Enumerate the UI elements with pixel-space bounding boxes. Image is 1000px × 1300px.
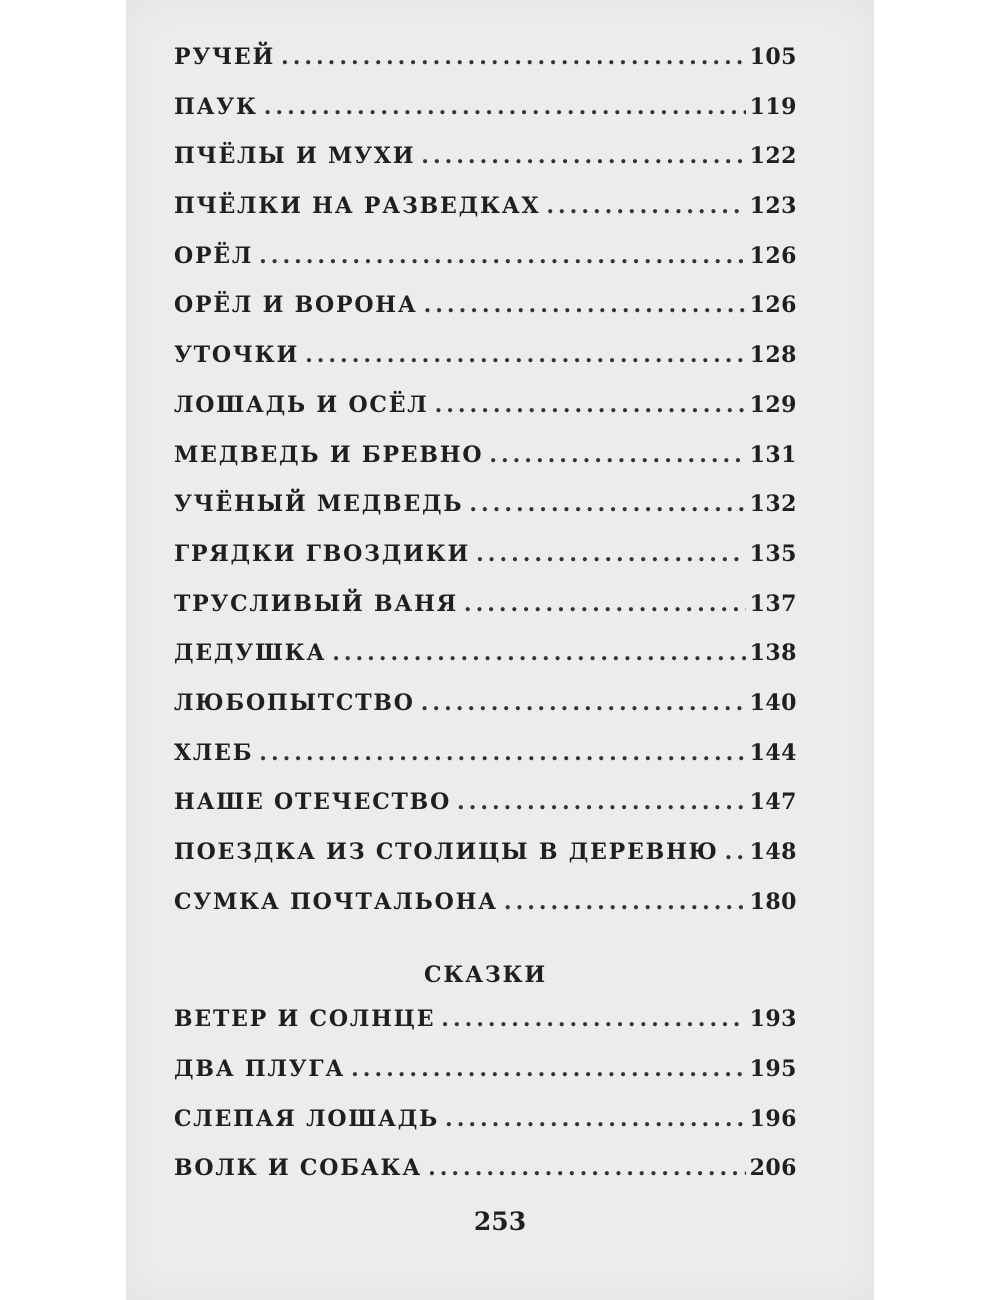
dot-leader <box>259 243 745 269</box>
dot-leader <box>259 740 745 766</box>
dot-leader <box>332 640 745 666</box>
dot-leader <box>305 342 745 368</box>
dot-leader <box>264 94 746 120</box>
toc-entry-page: 140 <box>749 689 797 716</box>
dot-leader <box>476 541 745 567</box>
toc-entry-title: ВОЛК И СОБАКА <box>174 1155 423 1182</box>
toc-entry <box>174 839 797 889</box>
dot-leader <box>725 839 746 865</box>
toc-entry <box>174 44 797 94</box>
dot-leader <box>464 591 746 617</box>
toc-entry-title: ЛЮБОПЫТСТВО <box>174 689 415 716</box>
toc-entry <box>174 1056 797 1106</box>
toc-entry-title: ТРУСЛИВЫЙ ВАНЯ <box>174 590 458 617</box>
page-number: 253 <box>473 1207 527 1236</box>
toc-entry-title: УТОЧКИ <box>174 342 300 369</box>
toc-entry-page: 132 <box>749 491 797 518</box>
toc-entry <box>174 442 797 492</box>
toc-entry-title: ДВА ПЛУГА <box>174 1056 346 1083</box>
toc-entry-page: 135 <box>749 540 797 567</box>
toc-entry <box>174 640 797 690</box>
toc-entry-page: 206 <box>749 1155 797 1182</box>
toc-entry-page: 180 <box>749 888 797 915</box>
section-heading: СКАЗКИ <box>424 962 547 989</box>
toc-entry-title: ПЧЁЛКИ НА РАЗВЕДКАХ <box>174 193 541 220</box>
dot-leader <box>424 292 746 318</box>
dot-leader <box>441 1006 745 1032</box>
toc-entry-title: СЛЕПАЯ ЛОШАДЬ <box>174 1105 440 1132</box>
table-of-contents <box>174 44 797 1205</box>
toc-entry <box>174 591 797 641</box>
toc-entry <box>174 193 797 243</box>
toc-entry-title: РУЧЕЙ <box>174 44 276 70</box>
dot-leader <box>489 442 745 468</box>
toc-entry <box>174 491 797 541</box>
toc-entry-title: ПЧЁЛЫ И МУХИ <box>174 143 416 170</box>
toc-entry-page: 119 <box>749 93 797 120</box>
dot-leader <box>546 193 745 219</box>
toc-entry-title: ГРЯДКИ ГВОЗДИКИ <box>174 540 471 567</box>
toc-entry <box>174 1155 797 1205</box>
toc-entry <box>174 392 797 442</box>
dot-leader <box>457 789 746 815</box>
toc-entry <box>174 1106 797 1156</box>
toc-entry <box>174 541 797 591</box>
dot-leader <box>469 491 745 517</box>
toc-entry-page: 144 <box>749 739 797 766</box>
toc-entry <box>174 889 797 939</box>
toc-entry <box>174 94 797 144</box>
toc-entry-page: 138 <box>749 640 797 667</box>
toc-entry <box>174 342 797 392</box>
toc-entry <box>174 1006 797 1056</box>
toc-entry-title: ХЛЕБ <box>174 739 254 766</box>
toc-entry <box>174 143 797 193</box>
toc-entry-page: 122 <box>749 143 797 170</box>
toc-entry-title: СУМКА ПОЧТАЛЬОНА <box>174 888 498 915</box>
toc-entry-page: 126 <box>749 292 797 319</box>
dot-leader <box>281 44 746 70</box>
toc-entry-page: 137 <box>749 590 797 617</box>
toc-entry-page: 193 <box>749 1006 797 1033</box>
dot-leader <box>351 1056 745 1082</box>
toc-entry <box>174 690 797 740</box>
toc-entry <box>174 789 797 839</box>
dot-leader <box>421 143 745 169</box>
toc-entry-page: 123 <box>749 193 797 220</box>
toc-entry-title: НАШЕ ОТЕЧЕСТВО <box>174 789 452 816</box>
toc-entry-page: 148 <box>749 839 797 865</box>
toc-entry-page: 129 <box>749 391 797 418</box>
toc-entry-title: УЧЁНЫЙ МЕДВЕДЬ <box>174 491 464 518</box>
toc-entry-title: ДЕДУШКА <box>174 640 327 667</box>
toc-entry-page: 128 <box>749 342 797 369</box>
toc-entry-page: 126 <box>749 242 797 269</box>
toc-entry-title: ПАУК <box>174 93 258 120</box>
toc-entry-title: МЕДВЕДЬ И БРЕВНО <box>174 441 484 468</box>
toc-entry-title: ВЕТЕР И СОЛНЦЕ <box>174 1006 436 1033</box>
toc-entry <box>174 292 797 342</box>
dot-leader <box>445 1106 746 1132</box>
toc-entry-page: 131 <box>749 441 797 468</box>
dot-leader <box>504 889 746 915</box>
toc-entry-page: 147 <box>749 789 797 816</box>
dot-leader <box>421 690 746 716</box>
dot-leader <box>428 1155 746 1181</box>
toc-entry-title: ПОЕЗДКА ИЗ СТОЛИЦЫ В ДЕРЕВНЮ <box>174 839 719 865</box>
toc-entry-page: 196 <box>749 1105 797 1132</box>
dot-leader <box>435 392 746 418</box>
toc-entry <box>174 740 797 790</box>
book-page <box>126 0 874 1300</box>
toc-entry-title: ЛОШАДЬ И ОСЁЛ <box>174 391 429 418</box>
toc-entry-page: 195 <box>749 1056 797 1083</box>
toc-entry <box>174 243 797 293</box>
toc-entry-title: ОРЁЛ И ВОРОНА <box>174 292 418 319</box>
toc-entry-title: ОРЁЛ <box>174 242 254 269</box>
toc-entry-page: 105 <box>749 44 797 70</box>
